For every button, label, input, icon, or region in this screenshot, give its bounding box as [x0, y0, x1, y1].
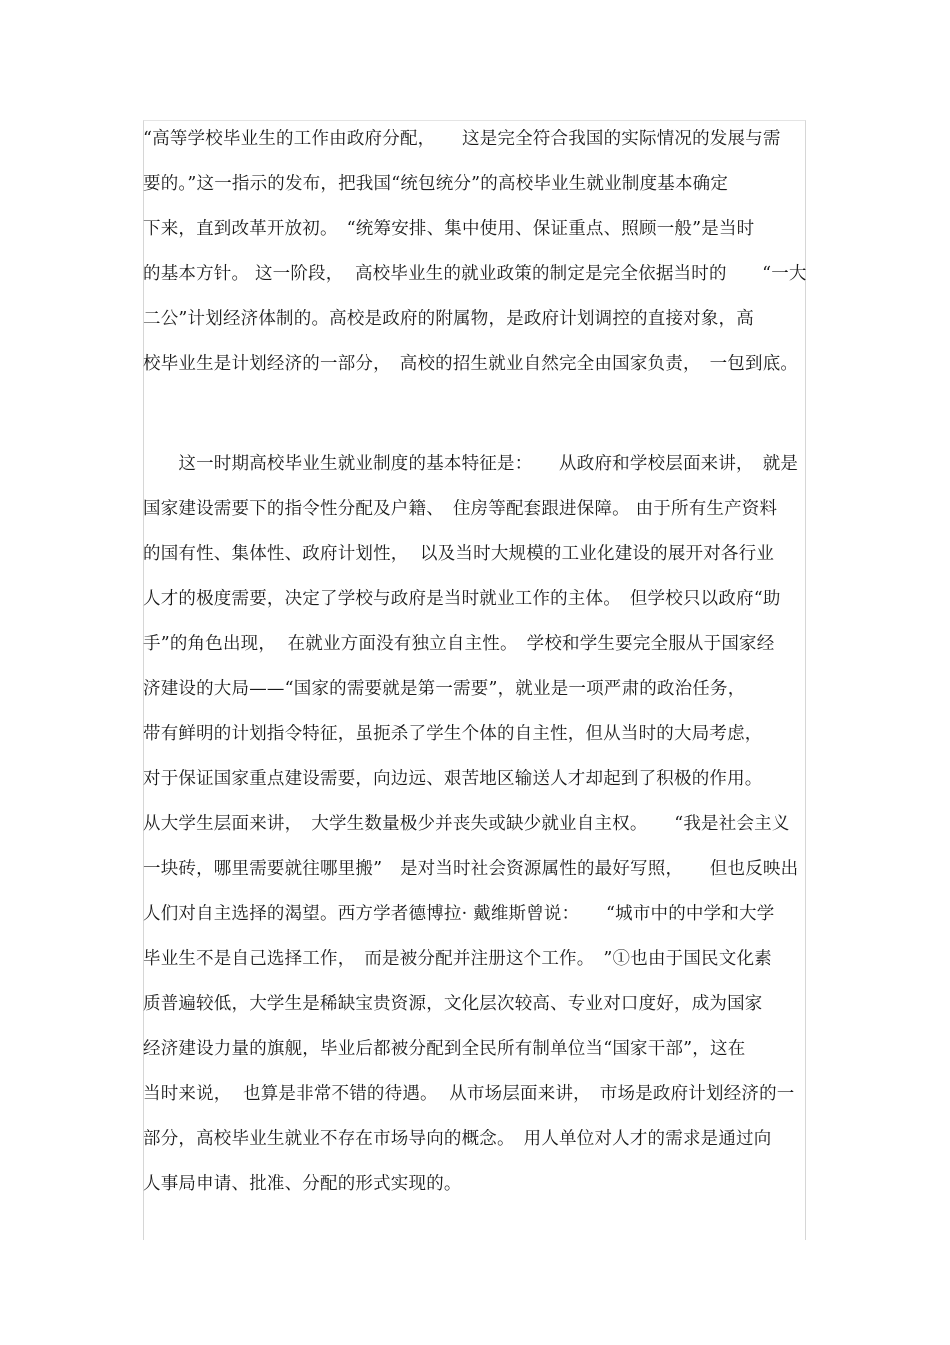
text-line: 质普遍较低，大学生是稀缺宝贵资源，文化层次较高、专业对口度好，成为国家	[143, 994, 763, 1014]
text-line: 从大学生层面来讲， 大学生数量极少并丧失或缺少就业自主权。 “我是社会主义	[143, 814, 790, 834]
paragraph-gap	[143, 396, 813, 451]
text-line: 人们对自主选择的渴望。西方学者德博拉· 戴维斯曾说： “城市中的中学和大学	[143, 904, 775, 924]
text-line: “高等学校毕业生的工作由政府分配， 这是完全符合我国的实际情况的发展与需	[143, 129, 781, 149]
text-line: 国家建设需要下的指令性分配及户籍、 住房等配套跟进保障。 由于所有生产资料	[143, 499, 778, 519]
text-line: 要的。”这一指示的发布，把我国“统包统分”的高校毕业生就业制度基本确定	[143, 174, 729, 194]
text-line: 人才的极度需要，决定了学校与政府是当时就业工作的主体。 但学校只以政府“助	[143, 589, 781, 609]
text-line: 二公”计划经济体制的。高校是政府的附属物，是政府计划调控的直接对象，高	[143, 309, 754, 329]
text-line: 的国有性、集体性、政府计划性， 以及当时大规模的工业化建设的展开对各行业	[143, 544, 775, 564]
text-line: 部分，高校毕业生就业不存在市场导向的概念。 用人单位对人才的需求是通过向	[143, 1129, 772, 1149]
text-line: 校毕业生是计划经济的一部分， 高校的招生就业自然完全由国家负责， 一包到底。	[143, 354, 799, 374]
text-line: 手”的角色出现， 在就业方面没有独立自主性。 学校和学生要完全服从于国家经	[143, 634, 775, 654]
paragraph-2	[143, 451, 813, 1216]
text-line: 带有鲜明的计划指令特征，虽扼杀了学生个体的自主性，但从当时的大局考虑，	[143, 724, 763, 744]
text-line: 人事局申请、批准、分配的形式实现的。	[143, 1174, 462, 1194]
paragraph-1	[143, 126, 813, 396]
text-line: 济建设的大局——“国家的需要就是第一需要”，就业是一项严肃的政治任务，	[143, 679, 746, 699]
document-body	[143, 126, 813, 1216]
text-line: 毕业生不是自己选择工作， 而是被分配并注册这个工作。 ”①也由于国民文化素	[143, 949, 772, 969]
text-line: 的基本方针。 这一阶段， 高校毕业生的就业政策的制定是完全依据当时的 “一大	[143, 264, 807, 284]
text-line: 一块砖，哪里需要就往哪里搬” 是对当时社会资源属性的最好写照， 但也反映出	[143, 859, 799, 879]
text-line: 当时来说， 也算是非常不错的待遇。 从市场层面来讲， 市场是政府计划经济的一	[143, 1084, 795, 1104]
text-line: 这一时期高校毕业生就业制度的基本特征是： 从政府和学校层面来讲， 就是	[143, 454, 799, 474]
text-line: 经济建设力量的旗舰，毕业后都被分配到全民所有制单位当“国家干部”，这在	[143, 1039, 746, 1059]
text-line: 下来，直到改革开放初。 “统筹安排、集中使用、保证重点、照顾一般”是当时	[143, 219, 755, 239]
text-line: 对于保证国家重点建设需要，向边远、艰苦地区输送人才却起到了积极的作用。	[143, 769, 763, 789]
